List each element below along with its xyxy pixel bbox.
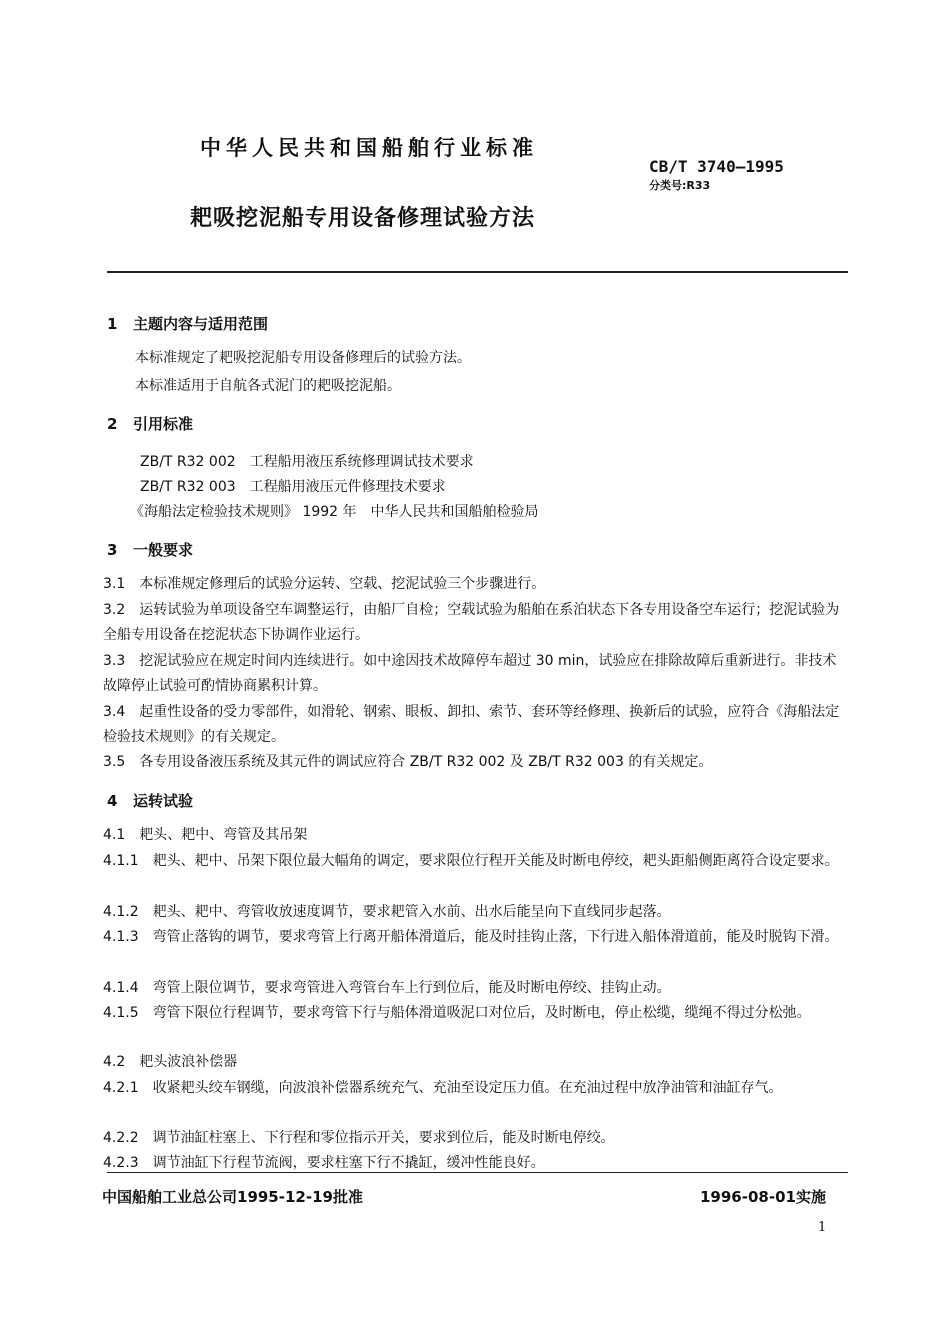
- section-4-heading: [107, 790, 193, 811]
- paragraph: 本标准适用于自航各式泥门的耙吸挖泥船。: [135, 378, 401, 394]
- standard-code: CB/T 3740—1995: [649, 157, 784, 176]
- clause-3-3: 3.3 挖泥试验应在规定时间内连续进行。如中途因技术故障停车超过 30 min，试验应在排除故障后重新进行。非技术故障停止试验可酌情协商累积计算。: [103, 653, 837, 694]
- section-title: 运转试验: [133, 792, 194, 810]
- section-3-heading: [107, 539, 193, 560]
- clause-4-2-1: 4.2.1 收紧耙头绞车钢缆，向波浪补偿器系统充气、充油至设定压力值。在充油过程中放净油管和油缸存气。: [103, 1080, 783, 1096]
- class-number: 分类号:R33: [649, 179, 711, 192]
- clause-4-2-3: 4.2.3 调节油缸下行程节流阀，要求柱塞下行不撬缸，缓冲性能良好。: [103, 1155, 545, 1171]
- section-title: 一般要求: [133, 541, 194, 559]
- clause-4-1: 4.1 耙头、耙中、弯管及其吊架: [103, 827, 308, 843]
- reference-item: 《海船法定检验技术规则》 1992 年 中华人民共和国船舶检验局: [130, 504, 539, 520]
- clause-4-2-2: 4.2.2 调节油缸柱塞上、下行程和零位指示开关，要求到位后，能及时断电停绞。: [103, 1130, 615, 1146]
- org-title: 中华人民共和国船舶行业标准: [200, 136, 538, 160]
- clause-4-1-2: 4.1.2 耙头、耙中、弯管收放速度调节，要求耙管入水前、出水后能呈向下直线同步起落。: [103, 904, 671, 920]
- clause-4-1-5: 4.1.5 弯管下限位行程调节，要求弯管下行与船体滑道吸泥口对位后，及时断电，停止松缆，缆绳不得过分松弛。: [103, 1005, 811, 1021]
- approval-line: 中国船舶工业总公司1995-12-19批准: [102, 1188, 363, 1206]
- clause-4-1-1: 4.1.1 耙头、耙中、吊架下限位最大幅角的调定，要求限位行程开关能及时断电停绞，耙头距船侧距离符合设定要求。: [103, 853, 839, 869]
- section-number: 3: [107, 541, 118, 559]
- page-number: 1: [818, 1220, 827, 1235]
- clause-3-1: 3.1 本标准规定修理后的试验分运转、空载、挖泥试验三个步骤进行。: [103, 576, 546, 592]
- section-number: 4: [107, 792, 118, 810]
- document-title: 耙吸挖泥船专用设备修理试验方法: [190, 206, 536, 231]
- effective-date: 1996-08-01实施: [700, 1188, 826, 1206]
- clause-3-5: 3.5 各专用设备液压系统及其元件的调试应符合 ZB/T R32 002 及 ZB/T R32 003 的有关规定。: [103, 754, 713, 770]
- clause-4-1-3: 4.1.3 弯管止落钩的调节，要求弯管上行离开船体滑道后，能及时挂钩止落，下行进入船体滑道前，能及时脱钩下滑。: [103, 929, 839, 945]
- clause-3-4: 3.4 起重性设备的受力零部件，如滑轮、钢索、眼板、卸扣、索节、套环等经修理、换新后的试验，应符合《海船法定检验技术规则》的有关规定。: [103, 704, 840, 745]
- clause-4-1-4: 4.1.4 弯管上限位调节，要求弯管进入弯管台车上行到位后，能及时断电停绞、挂钩止动。: [103, 980, 671, 996]
- header-divider: [107, 271, 848, 273]
- section-number: 1: [107, 315, 118, 333]
- reference-item: ZB/T R32 002 工程船用液压系统修理调试技术要求: [140, 454, 474, 470]
- reference-item: ZB/T R32 003 工程船用液压元件修理技术要求: [140, 479, 446, 495]
- section-title: 主题内容与适用范围: [133, 315, 269, 333]
- section-2-heading: [107, 413, 193, 434]
- clause-3-2: 3.2 运转试验为单项设备空车调整运行，由船厂自检；空载试验为船舶在系泊状态下各专用设备空车运行；挖泥试验为全船专用设备在挖泥状态下协调作业运行。: [103, 602, 840, 643]
- section-1-heading: [107, 313, 268, 334]
- paragraph: 本标准规定了耙吸挖泥船专用设备修理后的试验方法。: [135, 350, 471, 366]
- section-title: 引用标准: [133, 415, 194, 433]
- section-number: 2: [107, 415, 118, 433]
- footer-divider: [107, 1172, 848, 1173]
- clause-4-2: 4.2 耙头波浪补偿器: [103, 1054, 238, 1070]
